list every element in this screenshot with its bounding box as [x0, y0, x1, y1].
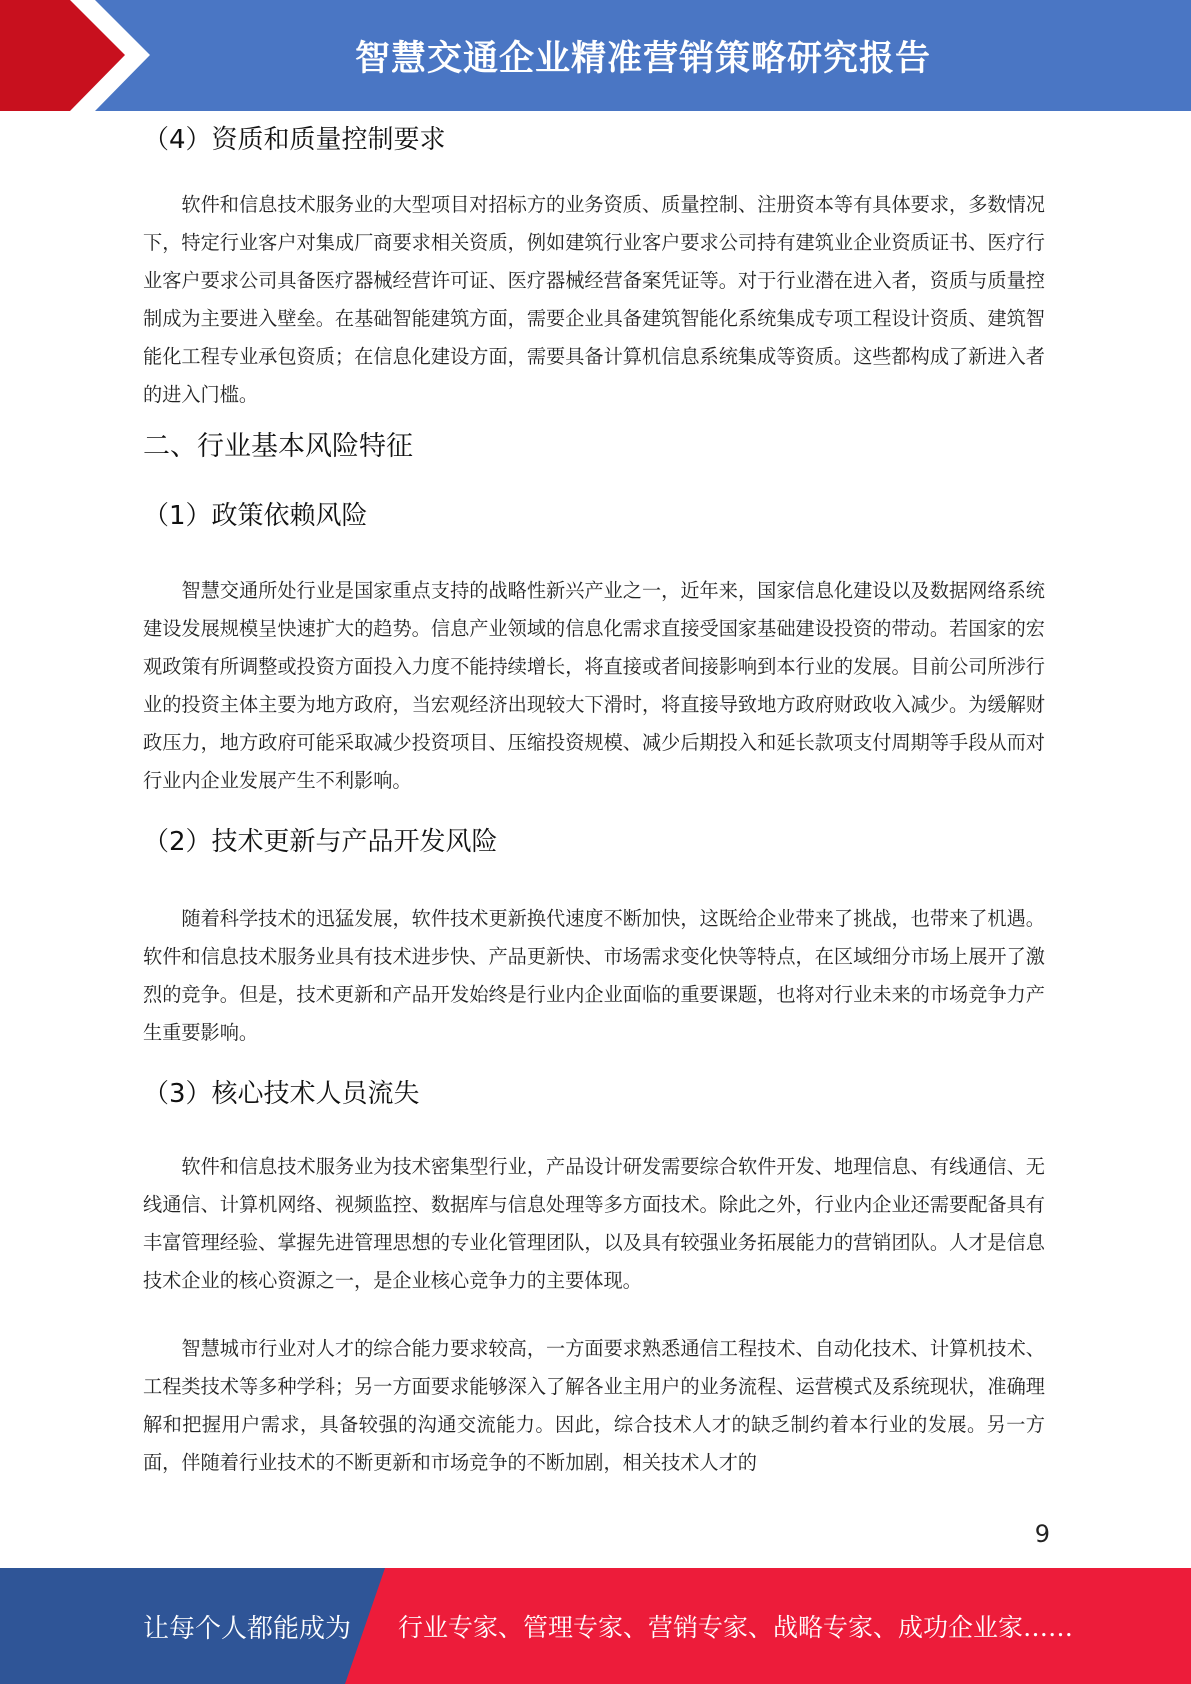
section-heading-talent-risk: （3）核心技术人员流失 [143, 1079, 420, 1109]
paragraph-talent-risk-1: 软件和信息技术服务业为技术密集型行业，产品设计研发需要综合软件开发、地理信息、有线通信、无线通信、计算机网络、视频监控、数据库与信息处理等多方面技术。除此之外，行业内企业还需要配备具有丰富管理经验、掌握先进管理思想的专业化管理团队，以及具有较强业务拓展能力的营销团队。人才是信息技术企业的核心资源之一，是企业核心竞争力的主要体现。 [143, 1155, 1045, 1292]
chapter-heading-risks: 二、行业基本风险特征 [143, 431, 413, 462]
paragraph-talent-risk-2: 智慧城市行业对人才的综合能力要求较高，一方面要求熟悉通信工程技术、自动化技术、计算机技术、工程类技术等多种学科；另一方面要求能够深入了解各业主用户的业务流程、运营模式及系统现状，准确理解和把握用户需求，具备较强的沟通交流能力。因此，综合技术人才的缺乏制约着本行业的发展。另一方面，伴随着行业技术的不断更新和市场竞争的不断加剧，相关技术人才的 [143, 1337, 1045, 1474]
section-heading-policy-risk: （1）政策依赖风险 [143, 501, 368, 531]
report-title: 智慧交通企业精准营销策略研究报告 [354, 38, 931, 79]
footer-slogan-right: 行业专家、管理专家、营销专家、战略专家、成功企业家…… [398, 1613, 1074, 1642]
page-footer [0, 1568, 1191, 1684]
section-heading-qualification: （4）资质和质量控制要求 [143, 125, 446, 155]
footer-slogan-left: 让每个人都能成为 [143, 1613, 352, 1644]
paragraph-qualification: 软件和信息技术服务业的大型项目对招标方的业务资质、质量控制、注册资本等有具体要求，多数情况下，特定行业客户对集成厂商要求相关资质，例如建筑行业客户要求公司持有建筑业企业资质证书、医疗行业客户要求公司具备医疗器械经营许可证、医疗器械经营备案凭证等。对于行业潜在进入者，资质与质量控制成为主要进入壁垒。在基础智能建筑方面，需要企业具备建筑智能化系统集成专项工程设计资质、建筑智能化工程专业承包资质；在信息化建设方面，需要具备计算机信息系统集成等资质。这些都构成了新进入者的进入门槛。 [143, 193, 1045, 406]
section-heading-tech-risk: （2）技术更新与产品开发风险 [143, 827, 498, 857]
paragraph-tech-risk: 随着科学技术的迅猛发展，软件技术更新换代速度不断加快，这既给企业带来了挑战，也带来了机遇。软件和信息技术服务业具有技术进步快、产品更新快、市场需求变化快等特点，在区域细分市场上展开了激烈的竞争。但是，技术更新和产品开发始终是行业内企业面临的重要课题，也将对行业未来的市场竞争力产生重要影响。 [143, 907, 1045, 1044]
page-content [143, 118, 1045, 1482]
page-number: 9 [1034, 1520, 1050, 1548]
paragraph-policy-risk: 智慧交通所处行业是国家重点支持的战略性新兴产业之一，近年来，国家信息化建设以及数据网络系统建设发展规模呈快速扩大的趋势。信息产业领域的信息化需求直接受国家基础建设投资的带动。若国家的宏观政策有所调整或投资方面投入力度不能持续增长，将直接或者间接影响到本行业的发展。目前公司所涉行业的投资主体主要为地方政府，当宏观经济出现较大下滑时，将直接导致地方政府财政收入减少。为缓解财政压力，地方政府可能采取减少投资项目、压缩投资规模、减少后期投入和延长款项支付周期等手段从而对行业内企业发展产生不利影响。 [143, 579, 1045, 792]
page-header [0, 0, 1191, 111]
